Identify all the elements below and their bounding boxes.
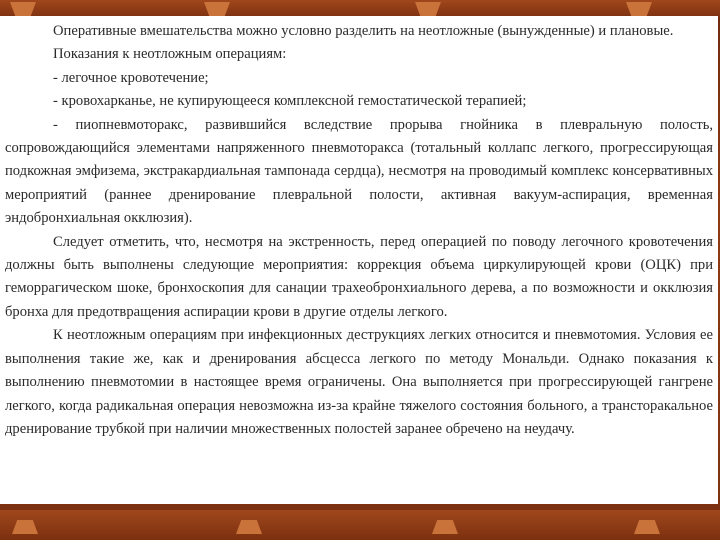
list-item: - легочное кровотечение; [53, 69, 209, 86]
paragraph-intro: Оперативные вмешательства можно условно разделить на неотложные (вынужденные) и плановые. [53, 23, 674, 39]
paragraph-pneumotomy: К неотложным операциям при инфекционных деструкциях легких относится и пневмотомия. Условия ее выполнения такие же, как и дренирования абсцесса легкого по методу Мональди. Однако показания к выполнению пневмотомии в настоящее время ограничены. Она выполняется при прогрессирующей гангрене легкого, когда радикальная операция невозможна из-за крайне тяжелого состояния больного, а трансторакальное дренирование трубкой при наличии множественных полостей заранее обречено на неудачу. [5, 327, 713, 437]
frame-ornament [10, 2, 36, 16]
indications-heading: Показания к неотложным операциям: [53, 46, 287, 63]
frame-ornament [204, 2, 230, 16]
frame-ornament [432, 520, 458, 534]
list-item: - кровохарканье, не купирующееся комплексной гемостатической терапией; [53, 93, 527, 110]
frame-ornament [415, 2, 441, 16]
frame-ornament [12, 520, 38, 534]
list-item-pyopneumothorax: - пиопневмоторакс, развившийся вследствие прорыва гнойника в плевральную полость, сопровождающийся элементами напряженного пневмоторакса (тотальный коллапс легкого, прогрессирующая подкожная эмфизема, экстракардиальная тампонада сердца), несмотря на проводимый комплекс консервативных мероприятий (раннее дренирование плевральной полости, активная вакуум-аспирация, временная эндобронхиальная окклюзия). [5, 116, 713, 227]
frame-ornament [634, 520, 660, 534]
bottom-frame-band [0, 510, 720, 540]
paragraph-preparation: Следует отметить, что, несмотря на экстренность, перед операцией по поводу легочного кровотечения должны быть выполнены следующие мероприятия: коррекция объема циркулирующей крови (ОЦК) при геморрагическом шоке, бронхоскопия для санации трахеобронхиального дерева, а по возможности и окклюзия бронха для предотвращения аспирации крови в другие отделы легкого. [5, 233, 713, 320]
frame-ornament [236, 520, 262, 534]
document-page [0, 16, 718, 504]
frame-ornament [626, 2, 652, 16]
